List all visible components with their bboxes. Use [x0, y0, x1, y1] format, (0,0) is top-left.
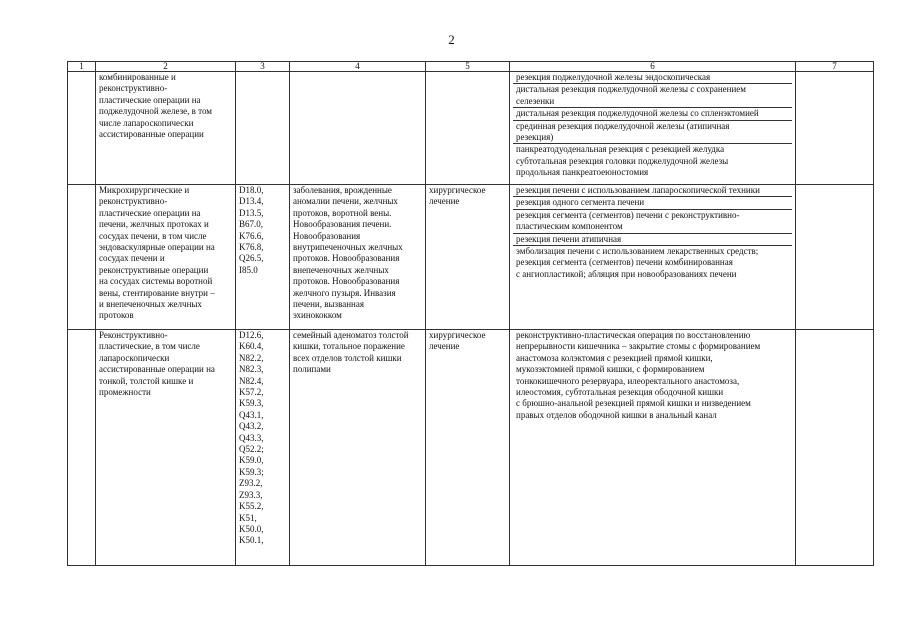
table-row: [68, 72, 874, 185]
procedure-entry: [513, 144, 792, 178]
icd-code: D12.6,: [239, 330, 264, 340]
procedure-line: правых отделов ободочной кишки в анальный канал: [516, 409, 717, 420]
description-line: реконструктивно-: [99, 196, 168, 207]
row-number-cell: [68, 185, 96, 330]
icd-code: K60.4,: [239, 341, 264, 352]
description-line: тонкой, толстой кишке и: [99, 375, 194, 386]
icd-code: Q43.1,: [239, 409, 264, 420]
column-number: 7: [796, 62, 874, 72]
diseases-cell: [290, 185, 426, 330]
treatment-cell: хирургическое лечение: [426, 330, 510, 566]
procedure-line: дистальная резекция поджелудочной железы с сохранением: [516, 84, 746, 95]
procedure-line: резекция печени атипичная: [516, 233, 622, 244]
treatment-cell: хирургическое лечение: [426, 185, 510, 330]
disease-line: аномалии печени, желчных: [293, 196, 398, 207]
diseases-cell: [290, 330, 426, 566]
description-line: числе лапароскопически: [99, 117, 194, 128]
description-line: реконструктивно-: [99, 83, 168, 94]
icd-codes-cell: [236, 72, 290, 185]
disease-line: желчного пузыря. Инвазия: [293, 287, 396, 298]
procedure-line: пластическим компонентом: [516, 221, 623, 232]
icd-code: Q52.2;: [239, 444, 264, 455]
description-line: пластические операции на: [99, 94, 201, 105]
procedure-line: продольная панкреатоеюностомия: [516, 167, 649, 178]
icd-codes-cell: [236, 330, 290, 566]
row-number-cell: [68, 330, 96, 566]
procedure-line: мукозэктомией прямой кишки, с формированием: [516, 364, 705, 375]
procedure-entry: [513, 84, 792, 108]
column-number: 1: [68, 62, 96, 72]
column-number: 4: [290, 62, 426, 72]
icd-code: N82.2,: [239, 352, 264, 363]
procedure-line: анастомоза колэктомия с резекцией прямой кишки,: [516, 352, 713, 363]
disease-line: эхинококком: [293, 310, 342, 321]
disease-line: протоков, воротной вены.: [293, 207, 392, 218]
description-line: на сосудах системы воротной: [99, 276, 213, 287]
icd-code: K57.2,: [239, 387, 264, 398]
disease-line: полипами: [293, 364, 331, 375]
icd-code: D18.0,: [239, 185, 264, 195]
disease-line: внутрипеченочных желчных: [293, 242, 403, 253]
row-number-cell: [68, 72, 96, 185]
disease-line: протоков. Новообразования: [293, 276, 400, 287]
icd-code: D13.4,: [239, 196, 264, 207]
disease-line: печени, вызванная: [293, 299, 364, 310]
icd-code: K76.6,: [239, 230, 264, 241]
procedure-entry: [513, 330, 792, 421]
icd-code: K59.0,: [239, 455, 264, 466]
icd-code: K76.8,: [239, 242, 264, 253]
description-line: промежности: [99, 387, 151, 398]
column-number: 6: [510, 62, 796, 72]
procedure-entry: [513, 185, 792, 197]
icd-code: K59.3;: [239, 466, 264, 477]
icd-code: Q43.2,: [239, 421, 264, 432]
procedure-line: непрерывности кишечника – закрытие стомы с формированием: [516, 341, 761, 352]
column-number: 3: [236, 62, 290, 72]
procedure-line: илеостомия, субтотальная резекция ободочной кишки: [516, 387, 724, 398]
description-line: печени, желчных протоках и: [99, 219, 209, 230]
icd-code: K59.3,: [239, 398, 264, 409]
icd-code: K51,: [239, 512, 257, 523]
icd-code: Q26.5,: [239, 253, 264, 264]
description-line: сосудах печени, в том числе: [99, 230, 207, 241]
description-line: поджелудочной железе, в том: [99, 106, 212, 117]
description-cell: [96, 330, 236, 566]
description-line: лапароскопически: [99, 352, 170, 363]
procedure-entry: [513, 121, 792, 145]
procedure-entry: [513, 234, 792, 246]
extra-cell: [796, 185, 874, 330]
icd-codes-cell: [236, 185, 290, 330]
procedure-line: резекция сегмента (сегментов) печени комбинированная: [516, 257, 733, 268]
table-row: [68, 185, 874, 330]
procedures-cell: [510, 330, 796, 566]
procedure-line: панкреатодуоденальная резекция с резекцией желудка: [516, 144, 725, 155]
description-line: эндоваскулярные операции на: [99, 242, 215, 253]
icd-code: K50.0,: [239, 523, 264, 534]
column-number-row: [68, 62, 874, 72]
description-line: ассистированные операции на: [99, 364, 215, 375]
description-line: Реконструктивно-: [99, 330, 168, 340]
table-body: [68, 72, 874, 566]
procedure-line: резекция поджелудочной железы эндоскопическая: [516, 72, 711, 82]
icd-code: Z93.2,: [239, 478, 263, 489]
procedure-entry: [513, 197, 792, 209]
procedure-line: эмболизация печени с использованием лекарственных средств;: [516, 246, 759, 257]
description-line: вены, стентирование внутри –: [99, 287, 215, 298]
description-line: реконструктивные операции: [99, 264, 209, 275]
procedures-cell: [510, 185, 796, 330]
procedure-line: резекция одного сегмента печени: [516, 197, 645, 208]
procedures-table: [67, 61, 874, 566]
procedure-entry: [513, 108, 792, 120]
description-cell: [96, 72, 236, 185]
icd-code: N82.4,: [239, 375, 264, 386]
disease-line: заболевания, врожденные: [293, 185, 392, 195]
procedure-entry: [513, 72, 792, 84]
procedure-line: с брюшно-анальной резекцией прямой кишки и низведением: [516, 398, 751, 409]
procedure-line: резекция печени с использованием лапароскопической техники: [516, 185, 760, 195]
disease-line: протоков. Новообразования: [293, 253, 400, 264]
procedures-cell: [510, 72, 796, 185]
description-cell: [96, 185, 236, 330]
description-line: протоков: [99, 310, 134, 321]
procedure-line: дистальная резекция поджелудочной железы со спленэктомией: [516, 108, 759, 119]
description-line: сосудах печени и: [99, 253, 165, 264]
column-number: 5: [426, 62, 510, 72]
diseases-cell: [290, 72, 426, 185]
procedure-line: субтотальная резекция головки поджелудочной железы: [516, 155, 729, 166]
icd-code: D13.5,: [239, 207, 264, 218]
description-line: и внепеченочных желчных: [99, 299, 202, 310]
icd-code: K50.1,: [239, 535, 264, 546]
procedure-line: реконструктивно-пластическая операция по восстановлению: [516, 330, 751, 340]
procedure-line: резекция): [516, 132, 554, 143]
treatment-cell: [426, 72, 510, 185]
icd-code: I85.0: [239, 264, 258, 275]
description-line: пластические, в том числе: [99, 341, 200, 352]
description-line: ассистированные операции: [99, 129, 204, 140]
icd-code: B67.0,: [239, 219, 264, 230]
disease-line: внепеченочных желчных: [293, 264, 389, 275]
disease-line: кишки, тотальное поражение: [293, 341, 405, 352]
icd-code: Q43.3,: [239, 432, 264, 443]
extra-cell: [796, 72, 874, 185]
icd-code: N82.3,: [239, 364, 264, 375]
procedure-entry: [513, 246, 792, 280]
procedure-line: тонкокишечного резервуара, илеоректального анастомоза,: [516, 375, 740, 386]
table-row: [68, 330, 874, 566]
description-line: Микрохирургические и: [99, 185, 190, 195]
page-number: 2: [448, 32, 455, 47]
extra-cell: [796, 330, 874, 566]
procedure-line: резекция сегмента (сегментов) печени с реконструктивно-: [516, 209, 740, 220]
description-line: пластические операции на: [99, 207, 201, 218]
column-number: 2: [96, 62, 236, 72]
description-line: комбинированные и: [99, 72, 176, 82]
procedure-entry: [513, 210, 792, 234]
procedure-line: срединная резекция поджелудочной железы (атипичная: [516, 120, 730, 131]
icd-code: K55.2,: [239, 501, 264, 512]
disease-line: Новообразования печени.: [293, 219, 392, 230]
procedure-line: с ангиопластикой; абляция при новообразованиях печени: [516, 268, 737, 279]
disease-line: семейный аденоматоз толстой: [293, 330, 409, 340]
icd-code: Z93.3,: [239, 489, 263, 500]
disease-line: Новообразования: [293, 230, 361, 241]
disease-line: всех отделов толстой кишки: [293, 352, 402, 363]
procedure-line: селезенки: [516, 95, 555, 106]
